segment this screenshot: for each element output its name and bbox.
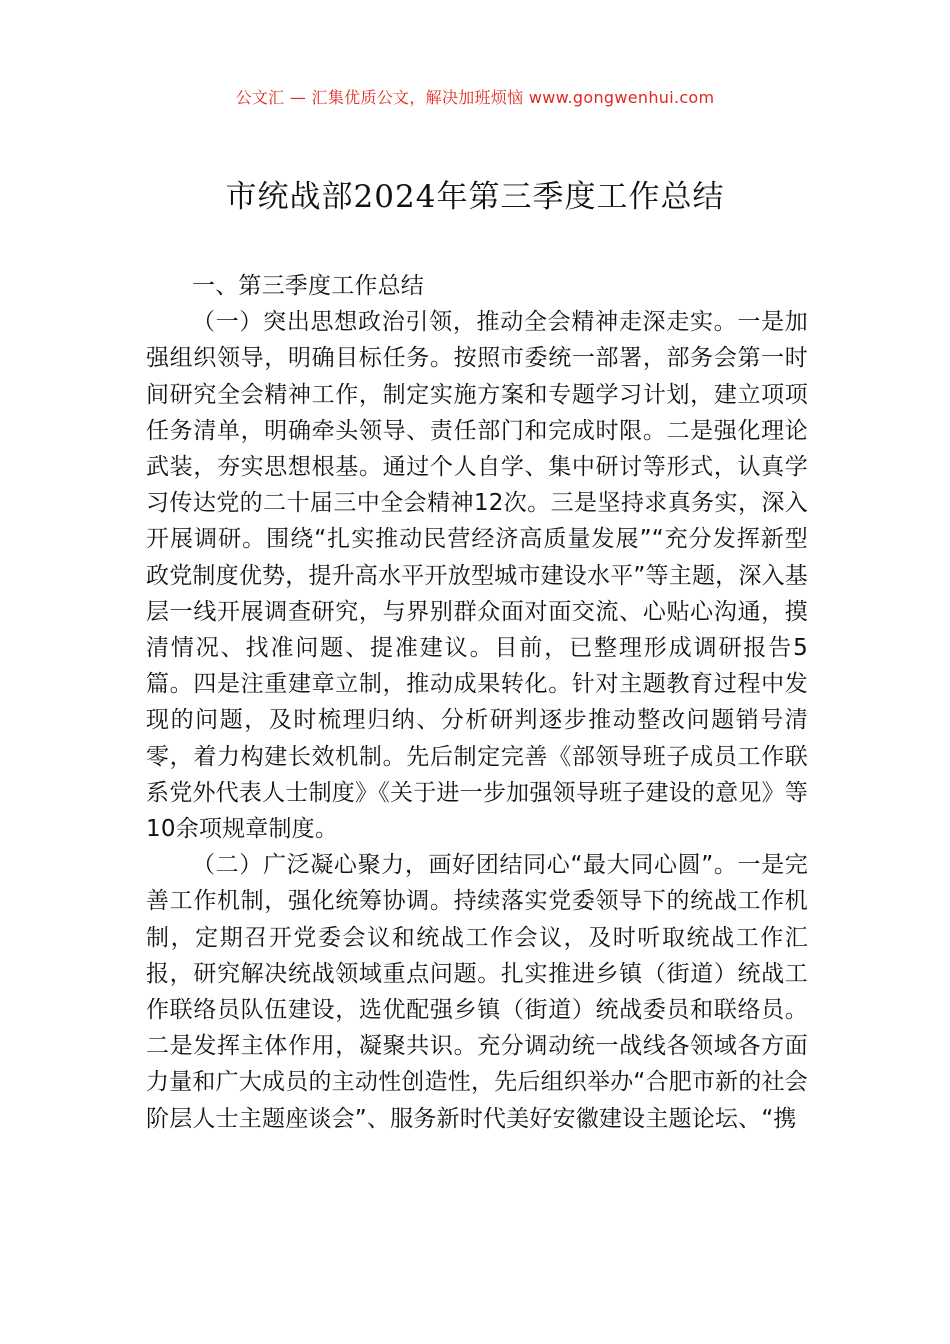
site-banner: 公文汇 — 汇集优质公文，解决加班烦恼 www.gongwenhui.com [235, 88, 715, 107]
page-title: 市统战部2024年第三季度工作总结 [225, 179, 725, 215]
document-body [146, 268, 808, 1137]
body-paragraph-1: （一）突出思想政治引领，推动全会精神走深走实。一是加强组织领导，明确目标任务。按照市委统一部署，部务会第一时间研究全会精神工作，制定实施方案和专题学习计划，建立项项任务清单，明确牵头领导、责任部门和完成时限。二是强化理论武装，夯实思想根基。通过个人自学、集中研讨等形式，认真学习传达党的二十届三中全会精神12次。三是坚持求真务实，深入开展调研。围绕“扎实推动民营经济高质量发展”“充分发挥新型政党制度优势，提升高水平开放型城市建设水平”等主题，深入基层一线开展调查研究，与界别群众面对面交流、心贴心沟通，摸清情况、找准问题、提准建议。目前，已整理形成调研报告5篇。四是注重建章立制，推动成果转化。针对主题教育过程中发现的问题，及时梳理归纳、分析研判逐步推动整改问题销号清零，着力构建长效机制。先后制定完善《部领导班子成员工作联系党外代表人士制度》《关于进一步加强领导班子建设的意见》等10余项规章制度。 [146, 309, 808, 843]
body-paragraph-2: （二）广泛凝心聚力，画好团结同心“最大同心圆”。一是完善工作机制，强化统筹协调。持续落实党委领导下的统战工作机制，定期召开党委会议和统战工作会议，及时听取统战工作汇报，研究解决统战领域重点问题。扎实推进乡镇（街道）统战工作联络员队伍建设，选优配强乡镇（街道）统战委员和联络员。二是发挥主体作用，凝聚共识。充分调动统一战线各领域各方面力量和广大成员的主动性创造性，先后组织举办“合肥市新的社会阶层人士主题座谈会”、服务新时代美好安徽建设主题论坛、“携 [146, 852, 808, 1132]
section-heading: 一、第三季度工作总结 [192, 273, 424, 299]
